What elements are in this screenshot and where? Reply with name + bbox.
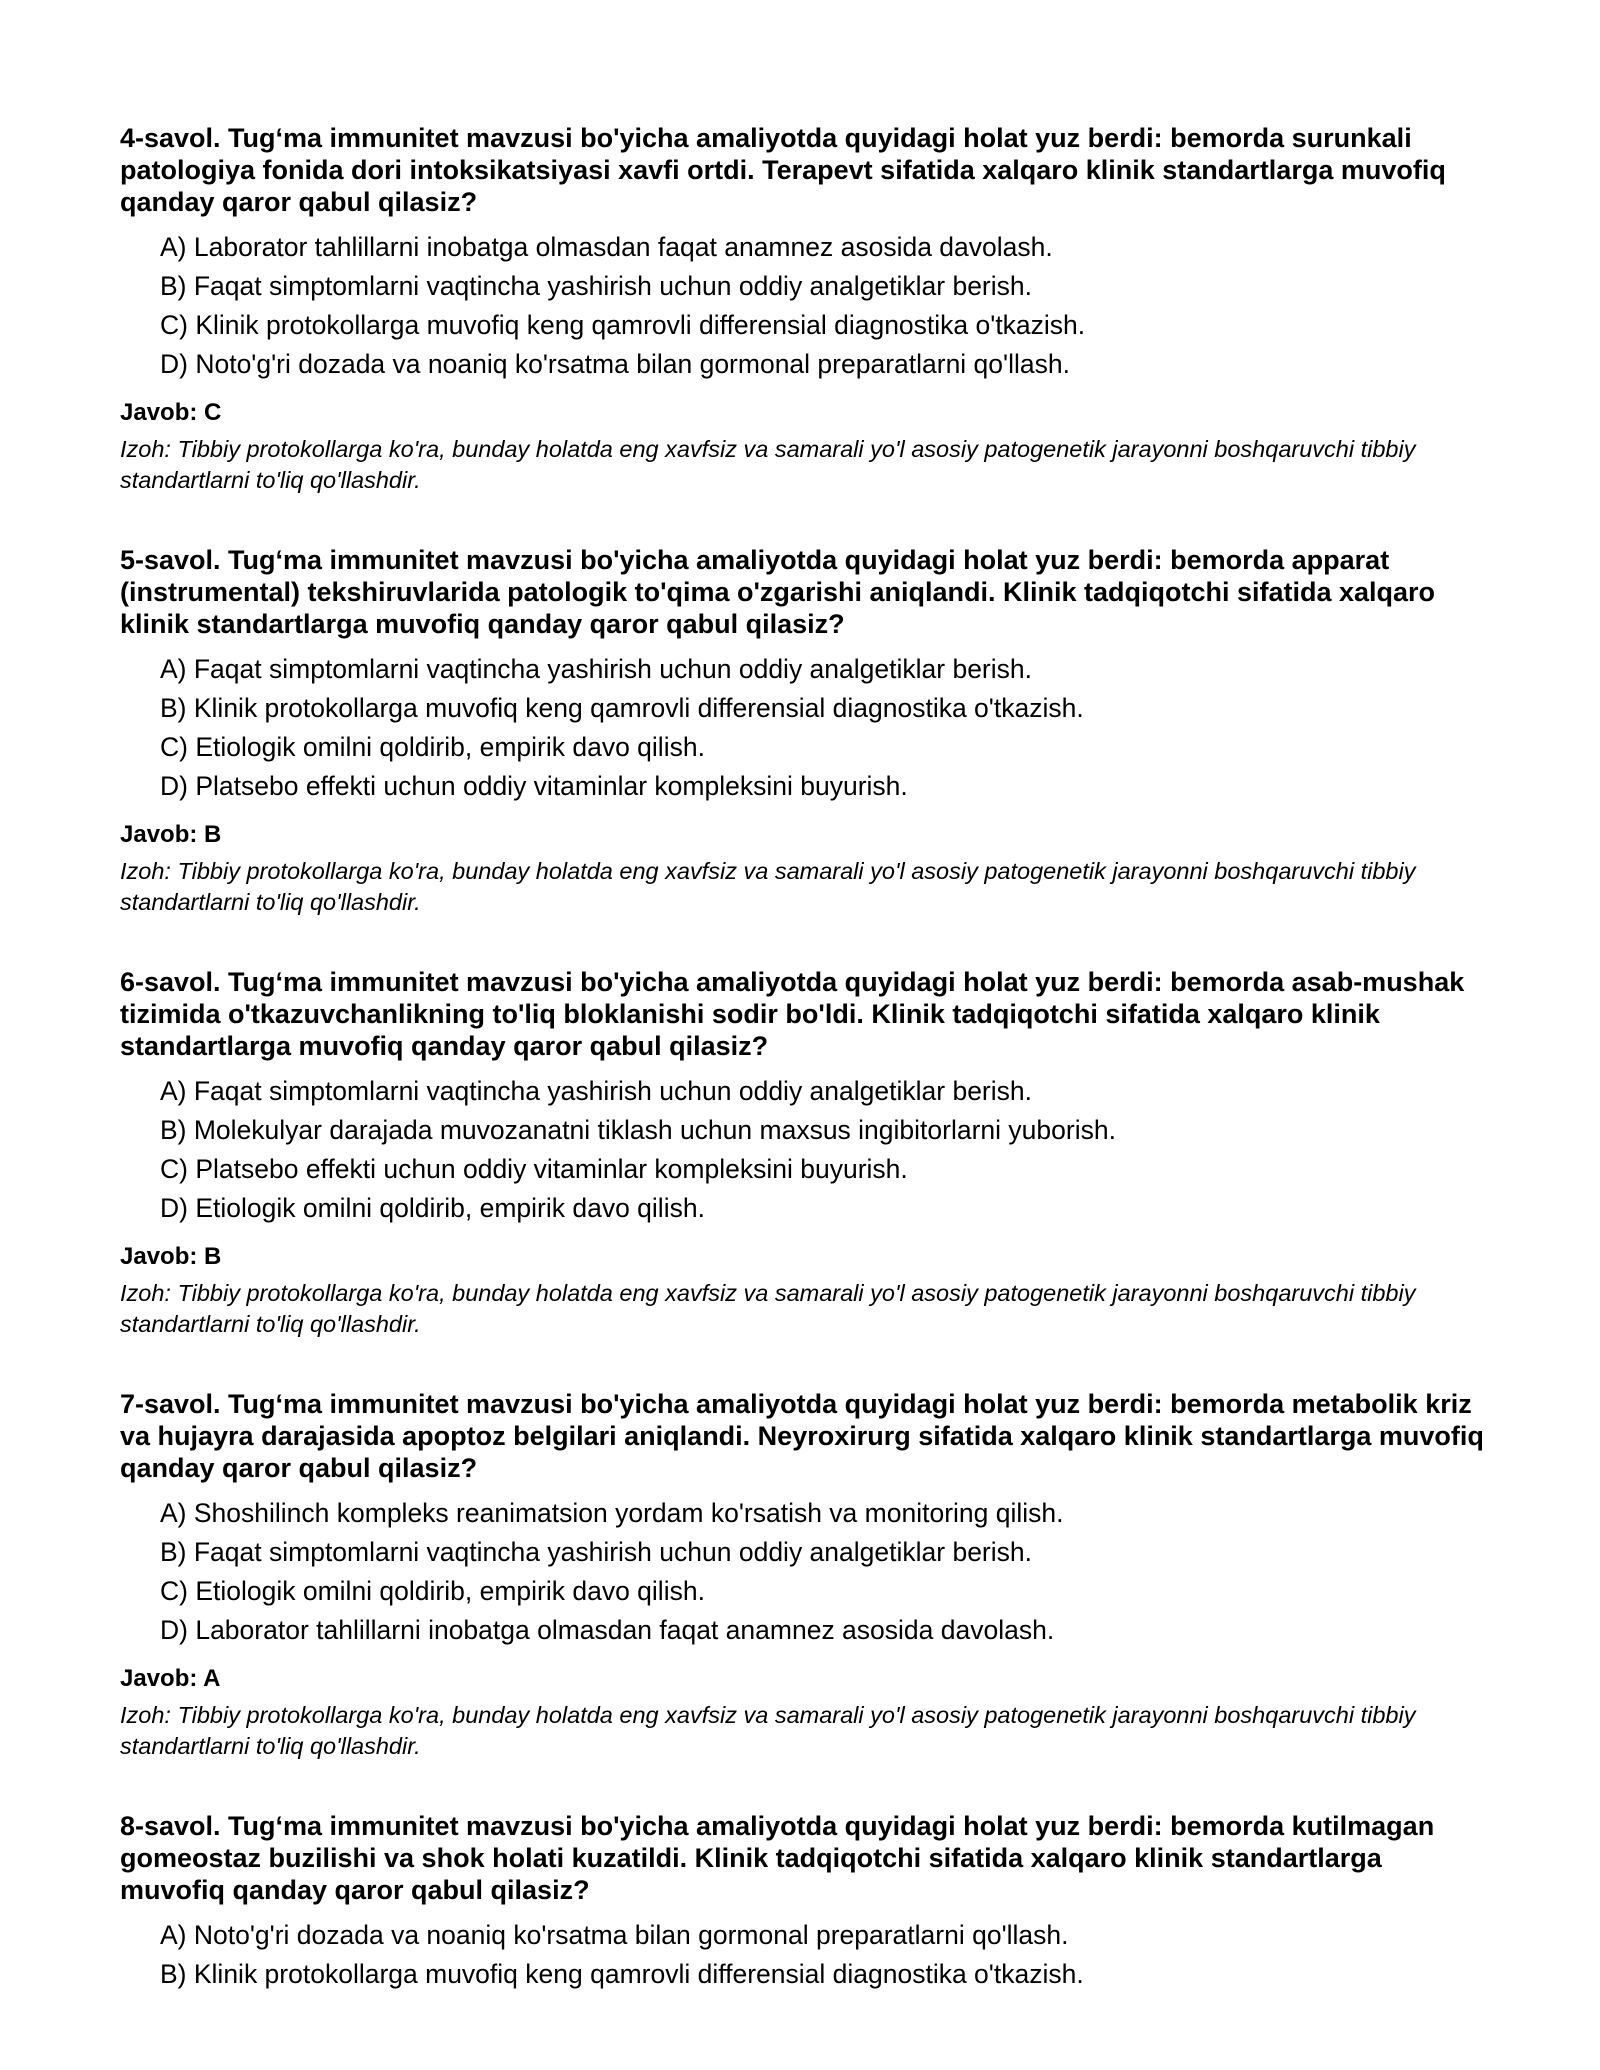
explanation-note: Izoh: Tibbiy protokollarga ko'ra, bunday holatda eng xavfsiz va samarali yo'l asosiy patogenetik jarayonni boshqaruvchi tibbiy standartlarni to'liq qo'llashdir. [120,858,1416,915]
option-b: B) Molekulyar darajada muvozanatni tiklash uchun maxsus ingibitorlarni yuborish. [160,1115,1116,1145]
options-list [120,1072,1490,1228]
option-c: C) Klinik protokollarga muvofiq keng qamrovli differensial diagnostika o'tkazish. [160,310,1086,340]
option-d: D) Laborator tahlillarni inobatga olmasdan faqat anamnez asosida davolash. [160,1615,1055,1645]
option-a: A) Laborator tahlillarni inobatga olmasdan faqat anamnez asosida davolash. [160,232,1053,262]
option-b: B) Faqat simptomlarni vaqtincha yashirish uchun oddiy analgetiklar berish. [160,271,1032,301]
document-page [120,122,1490,1994]
option-b: B) Klinik protokollarga muvofiq keng qamrovli differensial diagnostika o'tkazish. [160,693,1084,723]
option-a: A) Noto'g'ri dozada va noaniq ko'rsatma bilan gormonal preparatlarni qo'llash. [160,1920,1069,1950]
options-list [120,228,1490,384]
question-5 [120,544,1490,918]
options-list [120,1494,1490,1650]
explanation-note: Izoh: Tibbiy protokollarga ko'ra, bunday holatda eng xavfsiz va samarali yo'l asosiy patogenetik jarayonni boshqaruvchi tibbiy standartlarni to'liq qo'llashdir. [120,1702,1416,1759]
options-list [120,1916,1490,1994]
question-4 [120,122,1490,496]
answer: Javob: A [120,1665,221,1692]
explanation-note: Izoh: Tibbiy protokollarga ko'ra, bunday holatda eng xavfsiz va samarali yo'l asosiy patogenetik jarayonni boshqaruvchi tibbiy standartlarni to'liq qo'llashdir. [120,436,1416,493]
question-title: 8-savol. Tug‘ma immunitet mavzusi bo'yicha amaliyotda quyidagi holat yuz berdi: bemorda kutilmagan gomeostaz buzilishi va shok holati kuzatildi. Klinik tadqiqotchi sifatida xalqaro klinik standartlarga muvofiq qanday qaror qabul qilasiz? [120,1811,1435,1905]
option-d: D) Noto'g'ri dozada va noaniq ko'rsatma bilan gormonal preparatlarni qo'llash. [160,349,1070,379]
option-a: A) Faqat simptomlarni vaqtincha yashirish uchun oddiy analgetiklar berish. [160,1076,1032,1106]
answer: Javob: C [120,399,222,426]
question-title: 6-savol. Tug‘ma immunitet mavzusi bo'yicha amaliyotda quyidagi holat yuz berdi: bemorda asab-mushak tizimida o'tkazuvchanlikning to'liq bloklanishi sodir bo'ldi. Klinik tadqiqotchi sifatida xalqaro klinik standartlarga muvofiq qanday qaror qabul qilasiz? [120,967,1465,1061]
option-b: B) Faqat simptomlarni vaqtincha yashirish uchun oddiy analgetiklar berish. [160,1537,1032,1567]
answer: Javob: B [120,1243,222,1270]
option-c: C) Etiologik omilni qoldirib, empirik davo qilish. [160,732,705,762]
option-c: C) Platsebo effekti uchun oddiy vitaminlar kompleksini buyurish. [160,1154,908,1184]
question-title: 5-savol. Tug‘ma immunitet mavzusi bo'yicha amaliyotda quyidagi holat yuz berdi: bemorda apparat (instrumental) tekshiruvlarida patologik to'qima o'zgarishi aniqlandi. Klinik tadqiqotchi sifatida xalqaro klinik standartlarga muvofiq qanday qaror qabul qilasiz? [120,545,1436,639]
option-b: B) Klinik protokollarga muvofiq keng qamrovli differensial diagnostika o'tkazish. [160,1959,1084,1989]
explanation-note: Izoh: Tibbiy protokollarga ko'ra, bunday holatda eng xavfsiz va samarali yo'l asosiy patogenetik jarayonni boshqaruvchi tibbiy standartlarni to'liq qo'llashdir. [120,1280,1416,1337]
option-a: A) Faqat simptomlarni vaqtincha yashirish uchun oddiy analgetiklar berish. [160,654,1032,684]
answer: Javob: B [120,821,222,848]
question-8 [120,1810,1490,1994]
option-d: D) Etiologik omilni qoldirib, empirik davo qilish. [160,1193,705,1223]
option-c: C) Etiologik omilni qoldirib, empirik davo qilish. [160,1576,705,1606]
question-title: 4-savol. Tug‘ma immunitet mavzusi bo'yicha amaliyotda quyidagi holat yuz berdi: bemorda surunkali patologiya fonida dori intoksikatsiyasi xavfi ortdi. Terapevt sifatida xalqaro klinik standartlarga muvofiq qanday qaror qabul qilasiz? [120,123,1446,217]
question-title: 7-savol. Tug‘ma immunitet mavzusi bo'yicha amaliyotda quyidagi holat yuz berdi: bemorda metabolik kriz va hujayra darajasida apoptoz belgilari aniqlandi. Neyroxirurg sifatida xalqaro klinik standartlarga muvofiq qanday qaror qabul qilasiz? [120,1389,1484,1483]
question-6 [120,966,1490,1340]
option-a: A) Shoshilinch kompleks reanimatsion yordam ko'rsatish va monitoring qilish. [160,1498,1064,1528]
question-7 [120,1388,1490,1762]
option-d: D) Platsebo effekti uchun oddiy vitaminlar kompleksini buyurish. [160,771,908,801]
options-list [120,650,1490,806]
